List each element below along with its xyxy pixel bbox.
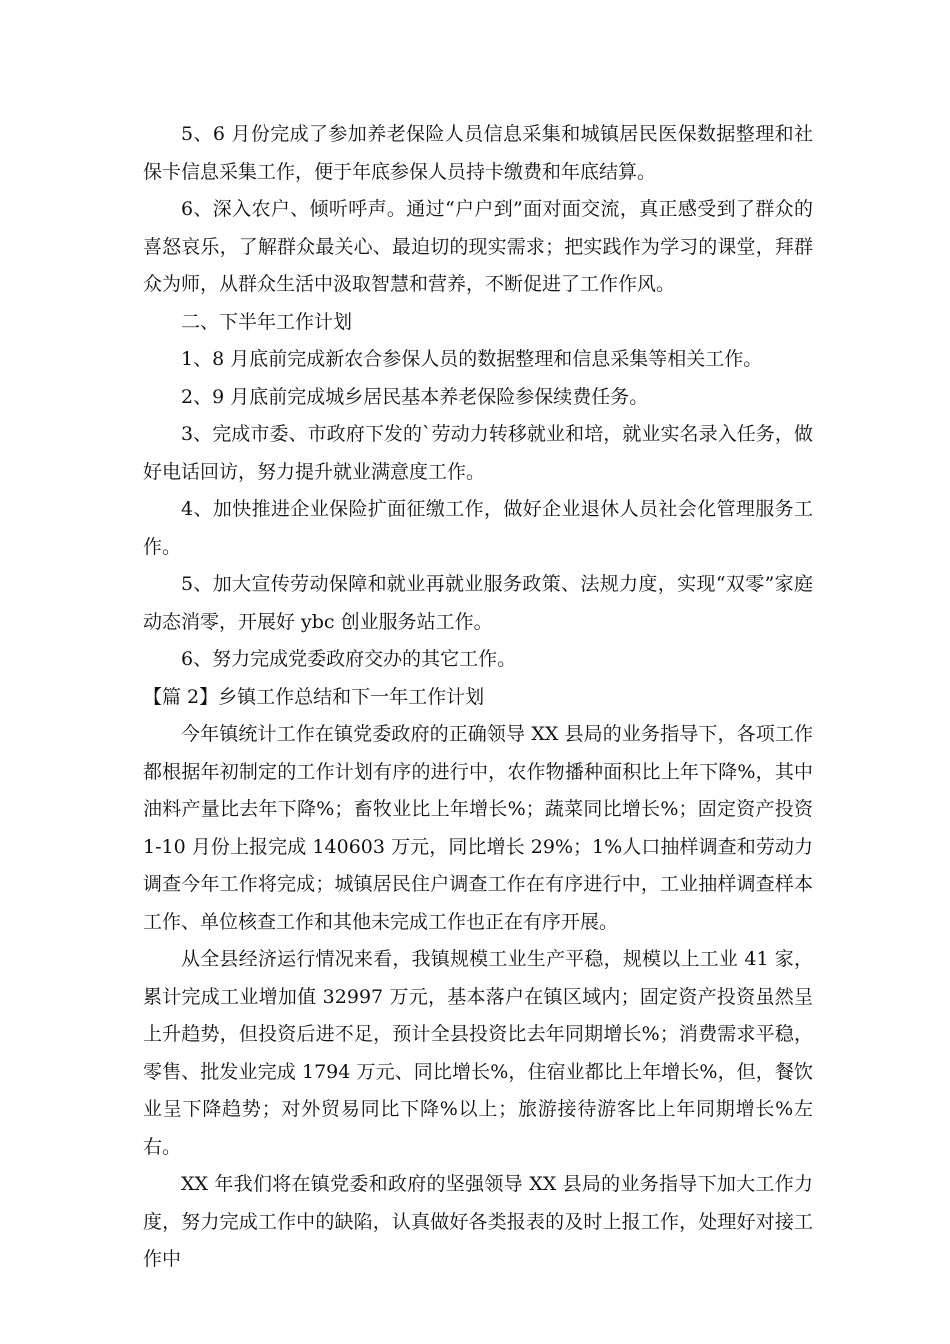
plan-item-4: 4、加快推进企业保险扩面征缴工作，做好企业退休人员社会化管理服务工作。 — [143, 498, 813, 558]
plan-item-5: 5、加大宣传劳动保障和就业再就业服务政策、法规力度，实现“双零”家庭动态消零，开展好 ybc 创业服务站工作。 — [143, 573, 813, 633]
plan-item-2: 2、9 月底前完成城乡居民基本养老保险参保续费任务。 — [181, 385, 649, 408]
plan-item-3: 3、完成市委、市政府下发的`劳动力转移就业和培，就业实名录入任务，做好电话回访，努力提升就业满意度工作。 — [143, 423, 813, 483]
paragraph-item-5-6: 5、6 月份完成了参加养老保险人员信息采集和城镇居民医保数据整理和社保卡信息采集工作，便于年底参保人员持卡缴费和年底结算。 — [143, 123, 813, 183]
body-paragraph-economy: 从全县经济运行情况来看，我镇规模工业生产平稳，规模以上工业 41 家，累计完成工业增加值 32997 万元，基本落户在镇区域内；固定资产投资虽然呈上升趋势，但投资后进不足，预计全县投资比去年同期增长%；消费需求平稳，零售、批发业完成 1794 万元、同比增长%，住宿业都比上年增长%，但，餐饮业呈下降趋势；对外贸易同比下降%以上；旅游接待游客比上年同期增长%左右。 — [143, 948, 813, 1158]
plan-item-6: 6、努力完成党委政府交办的其它工作。 — [181, 648, 517, 670]
body-paragraph-statistics: 今年镇统计工作在镇党委政府的正确领导 XX 县局的业务指导下，各项工作都根据年初制定的工作计划有序的进行中，农作物播种面积比上年下降%，其中油料产量比去年下降%；畜牧业比上年增长%；蔬菜同比增长%；固定资产投资 1-10 月份上报完成 140603 万元，同比增长 29%；1%人口抽样调查和劳动力调查今年工作将完成；城镇居民住户调查工作在有序进行中，工业抽样调查样本工作、单位核查工作和其他未完成工作也正在有序开展。 — [143, 723, 813, 933]
plan-item-1: 1、8 月底前完成新农合参保人员的数据整理和信息采集等相关工作。 — [181, 348, 763, 370]
section-heading-plan: 二、下半年工作计划 — [181, 310, 353, 333]
body-paragraph-next-year: XX 年我们将在镇党委和政府的坚强领导 XX 县局的业务指导下加大工作力度，努力完成工作中的缺陷，认真做好各类报表的及时上报工作，处理好对接工作中 — [143, 1173, 813, 1270]
document-body — [143, 116, 813, 1279]
article-heading: 【篇 2】乡镇工作总结和下一年工作计划 — [143, 685, 485, 708]
paragraph-item-6: 6、深入农户、倾听呼声。通过“户户到”面对面交流，真正感受到了群众的喜怒哀乐，了解群众最关心、最迫切的现实需求；把实践作为学习的课堂，拜群众为师，从群众生活中汲取智慧和营养，不断促进了工作作风。 — [143, 198, 813, 295]
